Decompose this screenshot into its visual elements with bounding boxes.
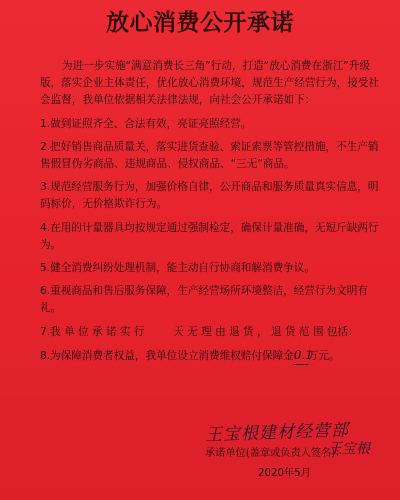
signer-label: 承诺单位(盖章或负责人签名)： xyxy=(205,448,346,459)
commitment-body xyxy=(40,58,385,365)
commitment-item-1: 1.做到证照齐全、合法有效，亮证亮照经营。 xyxy=(40,117,252,130)
page-title: 放心消费公开承诺 xyxy=(106,10,294,36)
commitment-item-4: 4.在用的计量器具均按规定通过强制检定，确保计量准确，无短斤缺两行为。 xyxy=(40,221,379,251)
commitment-item-3: 3.规范经营服务行为，加强价格自律，公开商品和服务质量真实信息，明码标价，无价格欺诈行为。 xyxy=(40,181,379,211)
deposit-amount: 0.1 xyxy=(294,347,308,365)
commitment-item-6: 6.重视商品和售后服务保障，生产经营场所环境整洁，经营行为文明有礼。 xyxy=(40,285,368,315)
signer-signature: 王宝根 xyxy=(328,441,370,457)
item8-prefix: 8.为保障消费者权益，我单位设立消费维权赔付保障金 xyxy=(40,349,294,362)
commitment-item-5: 5.健全消费纠纷处理机制，能主动自行协商和解消费争议。 xyxy=(40,262,315,275)
commitment-item-2: 2.把好销售商品质量关，落实进货查验、索证索票等管控措施，不生产销售假冒伪劣商品、违规商品、侵权商品、“三无”商品。 xyxy=(40,140,379,171)
item7-suffix: 天 无 理 由 退 货 ， 退 货 范 围 包括： xyxy=(173,325,359,338)
commitment-item-8 xyxy=(40,347,385,365)
commitment-item-7 xyxy=(40,324,385,341)
item7-prefix: 7.我 单 位 承 诺 实 行 xyxy=(40,325,145,338)
organization-signature: 王宝根建材经营部 xyxy=(204,420,350,446)
intro-paragraph: 为进一步实施“满意消费长三角”行动，打造“放心消费在浙江”升级版，落实企业主体责任，优化放心消费环境，规范生产经营行为，接受社会监督，我单位依据相关法律法规，向社会公开承诺如下： xyxy=(40,60,379,107)
item8-suffix: 万元。 xyxy=(307,349,340,362)
commitment-date: 2020年5月 xyxy=(258,468,311,479)
